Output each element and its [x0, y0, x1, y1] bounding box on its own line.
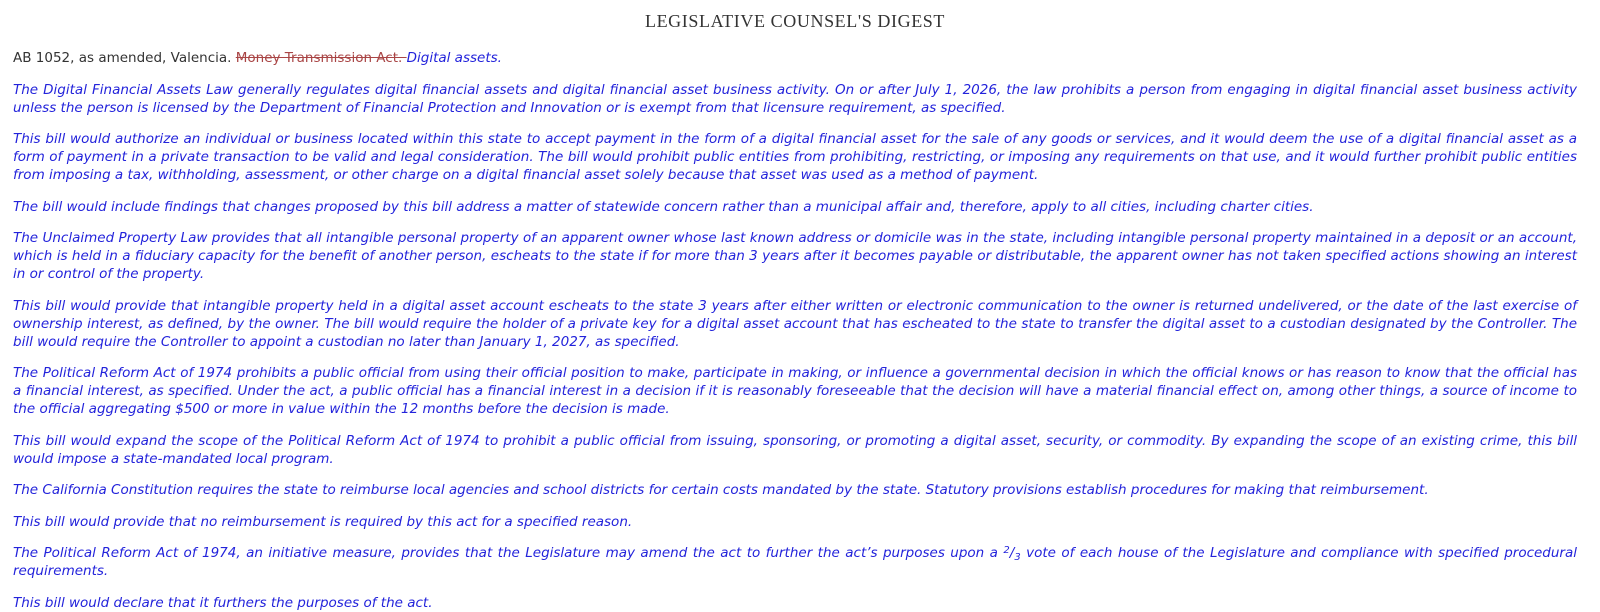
digest-paragraph-6: The Political Reform Act of 1974 prohibits a public official from using their official position to make, participate in making, or influence a governmental decision in which the official knows or has reason to know that the official has a financial interest, as specified. Under the act, a public official has a financial interest in a decision if it is reasonably foreseeable that the decision will have a material financial effect on, among other things, a source of income to the official aggregating $500 or more in value within the 12 months before the decision is made.	[13, 365, 1577, 417]
digest-title: LEGISLATIVE COUNSEL'S DIGEST	[644, 11, 946, 31]
digest-paragraph-closing: This bill would declare that it furthers the purposes of the act.	[13, 594, 433, 611]
fraction-paragraph-before: The Political Reform Act of 1974, an initiative measure, provides that the Legislature may amend the act to further the act’s purposes upon a	[13, 545, 1004, 561]
digest-paragraph-8: The California Constitution requires the state to reimburse local agencies and school districts for certain costs mandated by the state. Statutory provisions establish procedures for making that reimbursement.	[13, 482, 1429, 498]
digest-paragraph-3: The bill would include findings that changes proposed by this bill address a matter of statewide concern rather than a municipal affair and, therefore, apply to all cities, including charter cities.	[13, 198, 1314, 215]
digest-paragraph-1: The Digital Financial Assets Law generally regulates digital financial assets and digital financial asset business activity. On or after July 1, 2026, the law prohibits a person from engaging in digital financial asset business activity unless the person is licensed by the Department of Financial Protection and Innovation or is exempt from that licensure requirement, as specified.	[13, 81, 1577, 116]
fraction-paragraph-after: vote of each house of the Legislature and compliance with specified procedural requirements.	[13, 545, 1578, 579]
digest-paragraph-fraction	[13, 544, 1577, 580]
digest-paragraph-2: This bill would authorize an individual or business located within this state to accept payment in the form of a digital financial asset for the sale of any goods or services, and it would deem the use of a digital financial asset as a form of payment in a private transaction to be valid and legal consideration. The bill would prohibit public entities from prohibiting, restricting, or imposing any requirements on that use, and it would further prohibit public entities from imposing a tax, withholding, assessment, or other charge on a digital financial asset solely because that asset was used as a method of payment.	[13, 131, 1577, 183]
digest-paragraph-4: The Unclaimed Property Law provides that all intangible personal property of an apparent owner whose last known address or domicile was in the state, including intangible personal property maintained in a deposit or an account, which is held in a fiduciary capacity for the benefit of another person, escheats to the state if for more than 3 years after it becomes payable or distributable, the apparent owner has not taken specified actions showing an interest in or control of the property.	[13, 230, 1577, 282]
fraction-denominator: 3	[1014, 552, 1021, 563]
amended-new-title: Digital assets.	[406, 50, 502, 66]
struck-old-title: Money Transmission Act.	[235, 50, 407, 66]
digest-paragraph-5: This bill would provide that intangible property held in a digital asset account escheats to the state 3 years after either written or electronic communication to the owner is returned undelivered, or the date of the last exercise of ownership interest, as defined, by the owner. The bill would require the holder of a private key for a digital asset account that has escheated to the state to transfer the digital asset to a custodian designated by the Controller. The bill would require the Controller to appoint a custodian no later than January 1, 2027, as specified.	[13, 297, 1577, 350]
fraction-numerator: 2	[1003, 545, 1010, 556]
bill-heading	[13, 49, 1577, 67]
digest-paragraph-7: This bill would expand the scope of the Political Reform Act of 1974 to prohibit a public official from issuing, sponsoring, or promoting a digital asset, security, or commodity. By expanding the scope of an existing crime, this bill would impose a state-mandated local program.	[13, 432, 1577, 467]
bill-heading-plain: AB 1052, as amended, Valencia.	[13, 50, 236, 66]
digest-paragraph-9: This bill would provide that no reimbursement is required by this act for a specified reason.	[13, 513, 633, 530]
legislative-digest	[0, 11, 1600, 612]
fraction-slash: /	[1009, 545, 1015, 561]
